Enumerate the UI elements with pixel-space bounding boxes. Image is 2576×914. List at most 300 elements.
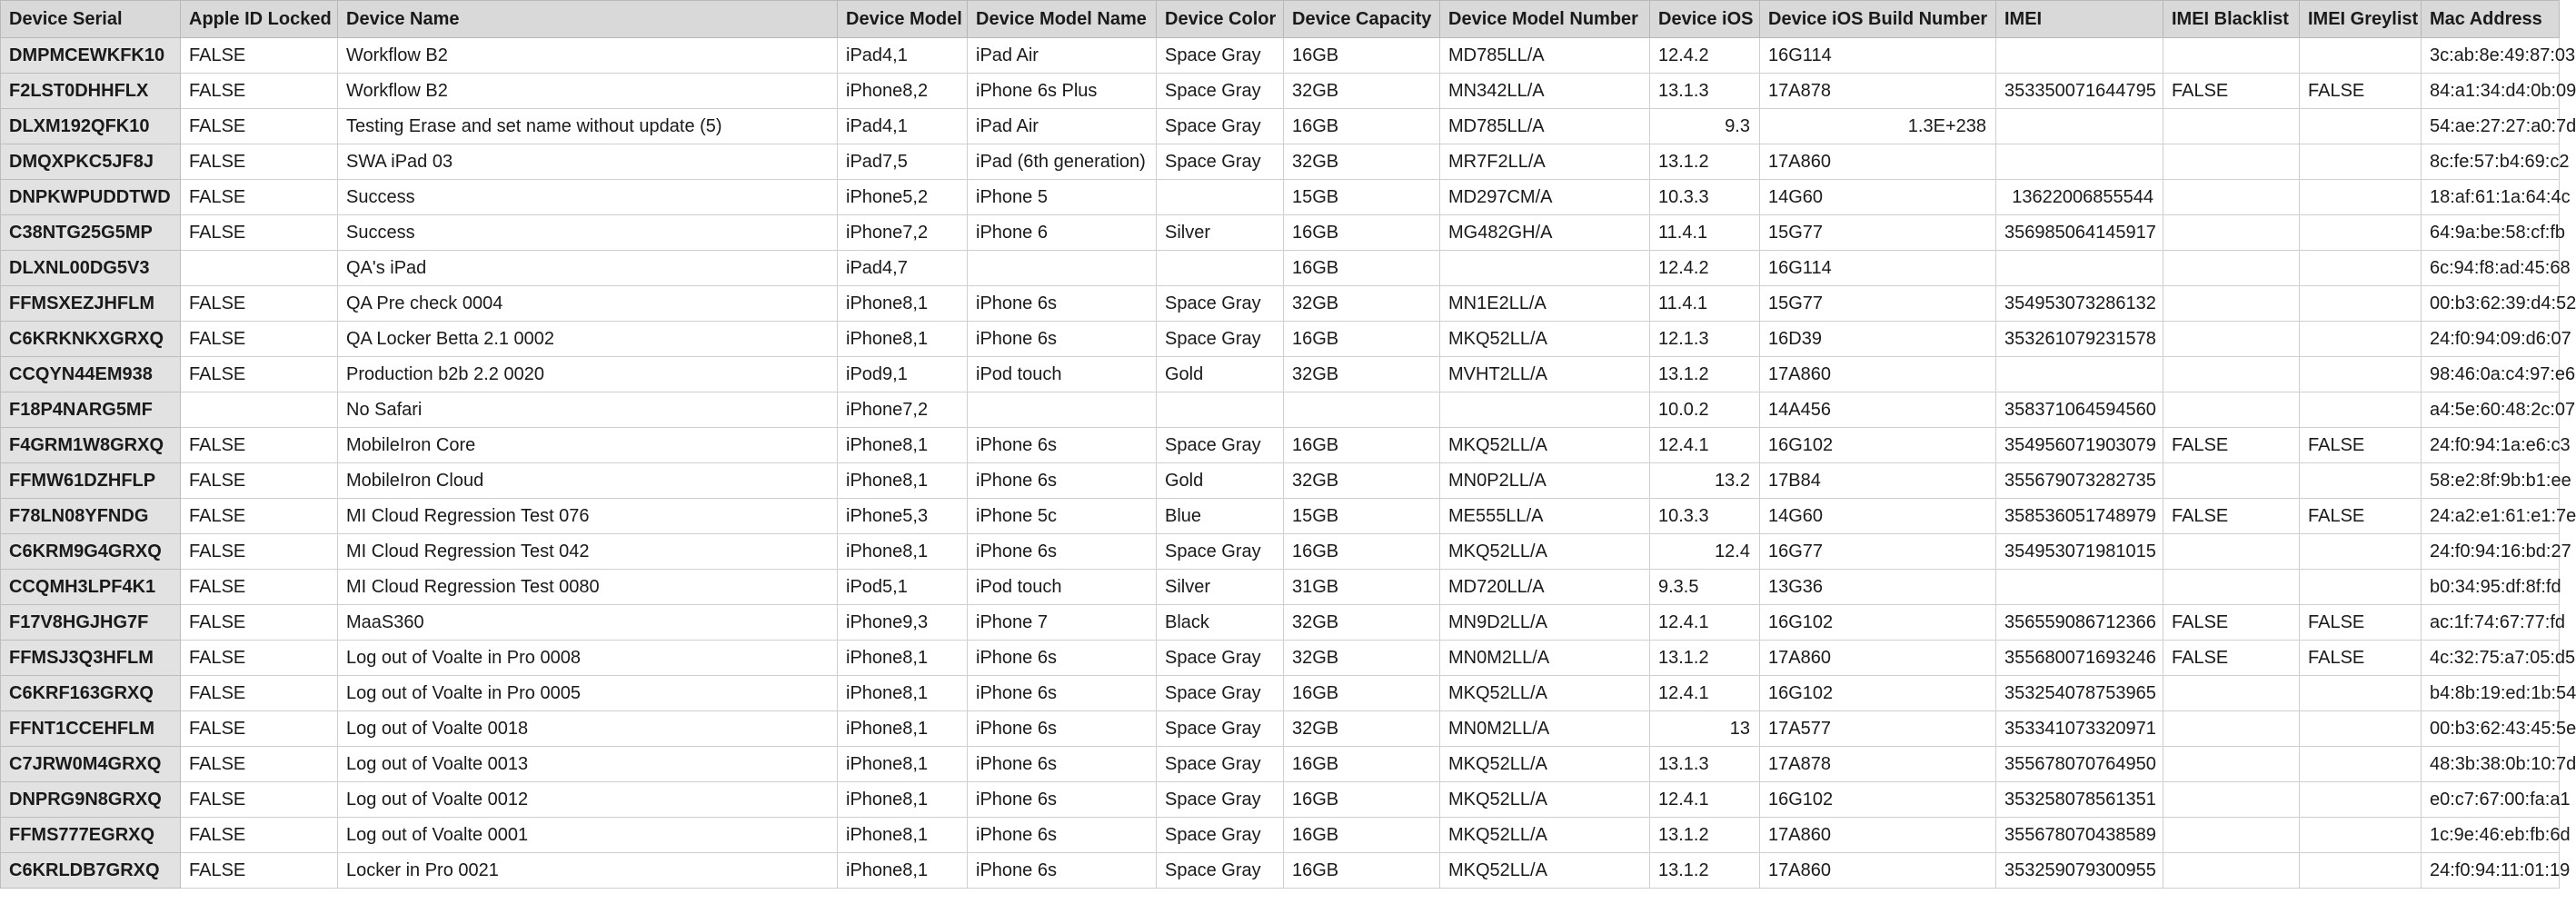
cell-device-capacity[interactable]: 16GB xyxy=(1284,747,1440,782)
device-serial-cell[interactable]: C6KRKNKXGRXQ xyxy=(1,322,181,357)
device-serial-cell[interactable]: C38NTG25G5MP xyxy=(1,215,181,251)
cell-apple-id-locked[interactable]: FALSE xyxy=(181,853,338,889)
cell-device-name[interactable]: Log out of Voalte 0001 xyxy=(338,818,838,853)
cell-imei-blacklist[interactable] xyxy=(2163,676,2300,711)
cell-device-name[interactable]: Log out of Voalte in Pro 0005 xyxy=(338,676,838,711)
cell-device-model-number[interactable]: MD785LL/A xyxy=(1440,38,1650,74)
cell-device-model-name[interactable] xyxy=(968,251,1157,286)
cell-device-model-name[interactable]: iPhone 6 xyxy=(968,215,1157,251)
table-row[interactable] xyxy=(1,818,2560,853)
cell-imei[interactable]: 13622006855544 xyxy=(1996,180,2163,215)
cell-apple-id-locked[interactable]: FALSE xyxy=(181,605,338,641)
cell-device-color[interactable]: Space Gray xyxy=(1157,109,1284,144)
cell-apple-id-locked[interactable]: FALSE xyxy=(181,782,338,818)
cell-device-ios[interactable]: 13.1.2 xyxy=(1650,357,1760,392)
device-serial-cell[interactable]: FFNT1CCEHFLM xyxy=(1,711,181,747)
cell-device-name[interactable]: MI Cloud Regression Test 0080 xyxy=(338,570,838,605)
cell-device-ios[interactable]: 12.4.1 xyxy=(1650,782,1760,818)
cell-device-color[interactable]: Silver xyxy=(1157,215,1284,251)
cell-device-model[interactable]: iPhone8,1 xyxy=(838,286,968,322)
cell-device-model-name[interactable]: iPhone 6s xyxy=(968,463,1157,499)
cell-imei-greylist[interactable] xyxy=(2300,711,2422,747)
cell-device-model-name[interactable]: iPhone 6s xyxy=(968,747,1157,782)
cell-device-model[interactable]: iPhone8,1 xyxy=(838,711,968,747)
cell-device-ios-build-number[interactable]: 16G102 xyxy=(1760,605,1996,641)
cell-device-model-number[interactable]: MKQ52LL/A xyxy=(1440,322,1650,357)
cell-apple-id-locked[interactable]: FALSE xyxy=(181,428,338,463)
cell-device-ios[interactable]: 10.3.3 xyxy=(1650,499,1760,534)
cell-imei-greylist[interactable] xyxy=(2300,357,2422,392)
column-header-device-ios-build-number[interactable]: Device iOS Build Number xyxy=(1760,1,1996,38)
device-serial-cell[interactable]: FFMSXEZJHFLM xyxy=(1,286,181,322)
cell-imei-blacklist[interactable] xyxy=(2163,109,2300,144)
cell-device-model[interactable]: iPhone8,1 xyxy=(838,782,968,818)
cell-device-model-name[interactable]: iPhone 7 xyxy=(968,605,1157,641)
cell-mac-address[interactable]: 24:a2:e1:61:e1:7e xyxy=(2422,499,2560,534)
cell-imei-greylist[interactable]: FALSE xyxy=(2300,641,2422,676)
cell-device-color[interactable]: Space Gray xyxy=(1157,853,1284,889)
cell-imei-blacklist[interactable]: FALSE xyxy=(2163,428,2300,463)
cell-device-model-name[interactable]: iPhone 6s xyxy=(968,711,1157,747)
cell-imei-blacklist[interactable] xyxy=(2163,286,2300,322)
cell-imei-blacklist[interactable]: FALSE xyxy=(2163,605,2300,641)
cell-apple-id-locked[interactable]: FALSE xyxy=(181,711,338,747)
cell-device-ios-build-number[interactable]: 16G102 xyxy=(1760,782,1996,818)
cell-device-color[interactable] xyxy=(1157,180,1284,215)
cell-device-model-number[interactable]: MKQ52LL/A xyxy=(1440,534,1650,570)
cell-device-name[interactable]: Log out of Voalte in Pro 0008 xyxy=(338,641,838,676)
cell-device-model-number[interactable] xyxy=(1440,251,1650,286)
cell-apple-id-locked[interactable]: FALSE xyxy=(181,38,338,74)
cell-mac-address[interactable]: e0:c7:67:00:fa:a1 xyxy=(2422,782,2560,818)
cell-device-name[interactable]: QA Pre check 0004 xyxy=(338,286,838,322)
cell-imei[interactable]: 353258078561351 xyxy=(1996,782,2163,818)
cell-device-color[interactable]: Space Gray xyxy=(1157,641,1284,676)
cell-device-color[interactable]: Space Gray xyxy=(1157,322,1284,357)
cell-device-ios-build-number[interactable]: 13G36 xyxy=(1760,570,1996,605)
table-row[interactable] xyxy=(1,215,2560,251)
cell-imei[interactable]: 353259079300955 xyxy=(1996,853,2163,889)
cell-device-ios[interactable]: 13.1.2 xyxy=(1650,641,1760,676)
cell-device-model-number[interactable]: MN342LL/A xyxy=(1440,74,1650,109)
cell-device-model-name[interactable]: iPhone 6s xyxy=(968,534,1157,570)
cell-mac-address[interactable]: 58:e2:8f:9b:b1:ee xyxy=(2422,463,2560,499)
column-header-imei-greylist[interactable]: IMEI Greylist xyxy=(2300,1,2422,38)
cell-mac-address[interactable]: 18:af:61:1a:64:4c xyxy=(2422,180,2560,215)
cell-device-capacity[interactable]: 32GB xyxy=(1284,711,1440,747)
cell-imei-greylist[interactable]: FALSE xyxy=(2300,605,2422,641)
cell-apple-id-locked[interactable]: FALSE xyxy=(181,109,338,144)
cell-device-color[interactable]: Space Gray xyxy=(1157,747,1284,782)
cell-device-ios[interactable]: 12.4.1 xyxy=(1650,428,1760,463)
cell-device-name[interactable]: MI Cloud Regression Test 042 xyxy=(338,534,838,570)
cell-device-model-name[interactable]: iPhone 6s xyxy=(968,322,1157,357)
cell-apple-id-locked[interactable]: FALSE xyxy=(181,747,338,782)
cell-device-model-number[interactable]: MVHT2LL/A xyxy=(1440,357,1650,392)
device-serial-cell[interactable]: C6KRF163GRXQ xyxy=(1,676,181,711)
cell-device-capacity[interactable]: 16GB xyxy=(1284,818,1440,853)
device-serial-cell[interactable]: DLXNL00DG5V3 xyxy=(1,251,181,286)
table-row[interactable] xyxy=(1,711,2560,747)
column-header-device-model[interactable]: Device Model xyxy=(838,1,968,38)
cell-mac-address[interactable]: 84:a1:34:d4:0b:09 xyxy=(2422,74,2560,109)
cell-mac-address[interactable]: 6c:94:f8:ad:45:68 xyxy=(2422,251,2560,286)
cell-imei[interactable]: 354953071981015 xyxy=(1996,534,2163,570)
cell-apple-id-locked[interactable]: FALSE xyxy=(181,676,338,711)
cell-device-model[interactable]: iPhone7,2 xyxy=(838,215,968,251)
cell-device-color[interactable]: Space Gray xyxy=(1157,74,1284,109)
cell-device-model-name[interactable]: iPhone 6s xyxy=(968,428,1157,463)
column-header-device-color[interactable]: Device Color xyxy=(1157,1,1284,38)
cell-apple-id-locked[interactable]: FALSE xyxy=(181,180,338,215)
cell-device-model-name[interactable]: iPhone 5 xyxy=(968,180,1157,215)
cell-imei-blacklist[interactable] xyxy=(2163,215,2300,251)
table-row[interactable] xyxy=(1,357,2560,392)
cell-imei-blacklist[interactable] xyxy=(2163,392,2300,428)
cell-device-ios[interactable]: 12.4 xyxy=(1650,534,1760,570)
cell-device-ios[interactable]: 9.3 xyxy=(1650,109,1760,144)
cell-device-model-number[interactable]: ME555LL/A xyxy=(1440,499,1650,534)
device-serial-cell[interactable]: CCQYN44EM938 xyxy=(1,357,181,392)
cell-device-name[interactable]: MobileIron Core xyxy=(338,428,838,463)
cell-device-capacity[interactable]: 16GB xyxy=(1284,676,1440,711)
cell-device-ios-build-number[interactable]: 16G114 xyxy=(1760,38,1996,74)
cell-device-model-number[interactable] xyxy=(1440,392,1650,428)
cell-device-ios-build-number[interactable]: 16G77 xyxy=(1760,534,1996,570)
column-header-device-model-number[interactable]: Device Model Number xyxy=(1440,1,1650,38)
cell-device-ios-build-number[interactable]: 17B84 xyxy=(1760,463,1996,499)
cell-device-color[interactable]: Space Gray xyxy=(1157,286,1284,322)
cell-device-name[interactable]: Testing Erase and set name without update (5) xyxy=(338,109,838,144)
cell-device-model-number[interactable]: MG482GH/A xyxy=(1440,215,1650,251)
cell-device-name[interactable]: QA Locker Betta 2.1 0002 xyxy=(338,322,838,357)
cell-device-model-name[interactable]: iPhone 6s xyxy=(968,641,1157,676)
cell-device-color[interactable]: Black xyxy=(1157,605,1284,641)
cell-device-ios[interactable]: 10.0.2 xyxy=(1650,392,1760,428)
cell-imei[interactable]: 353261079231578 xyxy=(1996,322,2163,357)
cell-device-model-number[interactable]: MN0M2LL/A xyxy=(1440,641,1650,676)
cell-device-model-number[interactable]: MN0P2LL/A xyxy=(1440,463,1650,499)
cell-device-ios[interactable]: 10.3.3 xyxy=(1650,180,1760,215)
column-header-device-serial[interactable]: Device Serial xyxy=(1,1,181,38)
cell-device-ios-build-number[interactable]: 15G77 xyxy=(1760,215,1996,251)
cell-device-color[interactable]: Blue xyxy=(1157,499,1284,534)
device-serial-cell[interactable]: DNPRG9N8GRXQ xyxy=(1,782,181,818)
device-serial-cell[interactable]: F2LST0DHHFLX xyxy=(1,74,181,109)
cell-apple-id-locked[interactable]: FALSE xyxy=(181,322,338,357)
cell-imei-greylist[interactable] xyxy=(2300,534,2422,570)
cell-device-model-name[interactable]: iPad Air xyxy=(968,109,1157,144)
cell-device-model[interactable]: iPhone5,3 xyxy=(838,499,968,534)
cell-device-ios[interactable]: 11.4.1 xyxy=(1650,286,1760,322)
cell-imei[interactable]: 355678070764950 xyxy=(1996,747,2163,782)
cell-device-color[interactable]: Space Gray xyxy=(1157,144,1284,180)
cell-mac-address[interactable]: a4:5e:60:48:2c:07 xyxy=(2422,392,2560,428)
cell-imei-blacklist[interactable] xyxy=(2163,144,2300,180)
cell-device-name[interactable]: MaaS360 xyxy=(338,605,838,641)
cell-device-model-number[interactable]: MKQ52LL/A xyxy=(1440,853,1650,889)
table-row[interactable] xyxy=(1,144,2560,180)
cell-device-color[interactable]: Space Gray xyxy=(1157,676,1284,711)
cell-device-capacity[interactable]: 16GB xyxy=(1284,38,1440,74)
cell-device-model[interactable]: iPhone9,3 xyxy=(838,605,968,641)
cell-device-capacity[interactable]: 15GB xyxy=(1284,499,1440,534)
cell-device-capacity[interactable]: 32GB xyxy=(1284,463,1440,499)
cell-imei-blacklist[interactable]: FALSE xyxy=(2163,74,2300,109)
cell-device-model[interactable]: iPhone8,1 xyxy=(838,463,968,499)
cell-imei-greylist[interactable] xyxy=(2300,38,2422,74)
cell-device-ios[interactable]: 13.1.2 xyxy=(1650,853,1760,889)
cell-device-capacity[interactable]: 16GB xyxy=(1284,853,1440,889)
cell-imei-greylist[interactable] xyxy=(2300,180,2422,215)
cell-device-model[interactable]: iPhone8,1 xyxy=(838,641,968,676)
cell-apple-id-locked[interactable]: FALSE xyxy=(181,215,338,251)
cell-imei-blacklist[interactable] xyxy=(2163,534,2300,570)
cell-imei-greylist[interactable] xyxy=(2300,818,2422,853)
cell-imei[interactable]: 354953073286132 xyxy=(1996,286,2163,322)
cell-device-model-name[interactable]: iPod touch xyxy=(968,357,1157,392)
cell-device-name[interactable]: Log out of Voalte 0013 xyxy=(338,747,838,782)
cell-device-model-name[interactable]: iPad (6th generation) xyxy=(968,144,1157,180)
cell-device-model[interactable]: iPhone8,1 xyxy=(838,534,968,570)
cell-device-model[interactable]: iPad7,5 xyxy=(838,144,968,180)
cell-device-capacity[interactable]: 32GB xyxy=(1284,144,1440,180)
cell-device-capacity[interactable]: 32GB xyxy=(1284,641,1440,676)
device-serial-cell[interactable]: DMQXPKC5JF8J xyxy=(1,144,181,180)
cell-device-model[interactable]: iPod5,1 xyxy=(838,570,968,605)
cell-device-name[interactable]: Locker in Pro 0021 xyxy=(338,853,838,889)
cell-imei[interactable]: 354956071903079 xyxy=(1996,428,2163,463)
cell-device-ios[interactable]: 13.1.2 xyxy=(1650,818,1760,853)
table-row[interactable] xyxy=(1,463,2560,499)
cell-apple-id-locked[interactable] xyxy=(181,392,338,428)
cell-device-model-number[interactable]: MD297CM/A xyxy=(1440,180,1650,215)
cell-device-color[interactable]: Space Gray xyxy=(1157,711,1284,747)
table-row[interactable] xyxy=(1,38,2560,74)
cell-device-model-name[interactable]: iPhone 6s xyxy=(968,676,1157,711)
cell-device-capacity[interactable]: 32GB xyxy=(1284,74,1440,109)
cell-device-ios-build-number[interactable]: 16G102 xyxy=(1760,428,1996,463)
cell-device-ios-build-number[interactable]: 17A860 xyxy=(1760,144,1996,180)
cell-device-capacity[interactable]: 16GB xyxy=(1284,428,1440,463)
device-serial-cell[interactable]: C7JRW0M4GRXQ xyxy=(1,747,181,782)
cell-device-ios-build-number[interactable]: 16D39 xyxy=(1760,322,1996,357)
cell-device-model-name[interactable]: iPhone 6s xyxy=(968,853,1157,889)
table-row[interactable] xyxy=(1,428,2560,463)
cell-device-model-name[interactable]: iPhone 6s xyxy=(968,818,1157,853)
cell-imei-blacklist[interactable] xyxy=(2163,180,2300,215)
cell-apple-id-locked[interactable]: FALSE xyxy=(181,534,338,570)
cell-mac-address[interactable]: b4:8b:19:ed:1b:54 xyxy=(2422,676,2560,711)
cell-device-color[interactable]: Silver xyxy=(1157,570,1284,605)
cell-device-ios-build-number[interactable]: 17A577 xyxy=(1760,711,1996,747)
cell-device-model[interactable]: iPad4,7 xyxy=(838,251,968,286)
cell-device-capacity[interactable]: 16GB xyxy=(1284,109,1440,144)
cell-device-name[interactable]: Log out of Voalte 0018 xyxy=(338,711,838,747)
cell-apple-id-locked[interactable]: FALSE xyxy=(181,499,338,534)
cell-imei[interactable]: 353341073320971 xyxy=(1996,711,2163,747)
cell-device-model[interactable]: iPhone5,2 xyxy=(838,180,968,215)
cell-apple-id-locked[interactable]: FALSE xyxy=(181,144,338,180)
cell-device-model-number[interactable]: MKQ52LL/A xyxy=(1440,747,1650,782)
cell-imei-blacklist[interactable] xyxy=(2163,747,2300,782)
cell-device-model-number[interactable]: MKQ52LL/A xyxy=(1440,428,1650,463)
cell-device-ios[interactable]: 13.1.3 xyxy=(1650,747,1760,782)
cell-imei-blacklist[interactable] xyxy=(2163,463,2300,499)
cell-device-ios[interactable]: 12.4.1 xyxy=(1650,676,1760,711)
cell-apple-id-locked[interactable]: FALSE xyxy=(181,641,338,676)
cell-device-model[interactable]: iPhone8,1 xyxy=(838,853,968,889)
cell-imei-greylist[interactable] xyxy=(2300,853,2422,889)
cell-imei-blacklist[interactable] xyxy=(2163,251,2300,286)
cell-device-ios-build-number[interactable]: 16G114 xyxy=(1760,251,1996,286)
cell-device-capacity[interactable]: 16GB xyxy=(1284,534,1440,570)
cell-mac-address[interactable]: 48:3b:38:0b:10:7d xyxy=(2422,747,2560,782)
table-row[interactable] xyxy=(1,251,2560,286)
cell-device-capacity[interactable] xyxy=(1284,392,1440,428)
cell-device-model-number[interactable]: MKQ52LL/A xyxy=(1440,782,1650,818)
cell-mac-address[interactable]: 00:b3:62:39:d4:52 xyxy=(2422,286,2560,322)
cell-device-model-number[interactable]: MR7F2LL/A xyxy=(1440,144,1650,180)
cell-device-model-name[interactable] xyxy=(968,392,1157,428)
cell-apple-id-locked[interactable]: FALSE xyxy=(181,818,338,853)
cell-imei-greylist[interactable] xyxy=(2300,392,2422,428)
column-header-device-model-name[interactable]: Device Model Name xyxy=(968,1,1157,38)
cell-device-color[interactable]: Space Gray xyxy=(1157,38,1284,74)
cell-imei-blacklist[interactable] xyxy=(2163,38,2300,74)
cell-imei-greylist[interactable] xyxy=(2300,251,2422,286)
cell-device-model-name[interactable]: iPhone 5c xyxy=(968,499,1157,534)
cell-imei-greylist[interactable] xyxy=(2300,676,2422,711)
cell-imei[interactable]: 356985064145917 xyxy=(1996,215,2163,251)
cell-imei-blacklist[interactable] xyxy=(2163,853,2300,889)
table-row[interactable] xyxy=(1,570,2560,605)
cell-device-name[interactable]: Success xyxy=(338,215,838,251)
table-row[interactable] xyxy=(1,74,2560,109)
device-serial-cell[interactable]: C6KRLDB7GRXQ xyxy=(1,853,181,889)
cell-imei-greylist[interactable] xyxy=(2300,322,2422,357)
cell-device-ios[interactable]: 12.4.2 xyxy=(1650,38,1760,74)
cell-device-ios-build-number[interactable]: 14A456 xyxy=(1760,392,1996,428)
cell-device-model-number[interactable]: MN9D2LL/A xyxy=(1440,605,1650,641)
cell-device-capacity[interactable]: 16GB xyxy=(1284,215,1440,251)
cell-device-model-name[interactable]: iPhone 6s xyxy=(968,782,1157,818)
device-serial-cell[interactable]: F17V8HGJHG7F xyxy=(1,605,181,641)
table-row[interactable] xyxy=(1,676,2560,711)
cell-device-model-name[interactable]: iPod touch xyxy=(968,570,1157,605)
table-row[interactable] xyxy=(1,853,2560,889)
cell-device-model-number[interactable]: MKQ52LL/A xyxy=(1440,676,1650,711)
cell-device-ios-build-number[interactable]: 17A860 xyxy=(1760,853,1996,889)
cell-device-ios[interactable]: 12.1.3 xyxy=(1650,322,1760,357)
column-header-device-name[interactable]: Device Name xyxy=(338,1,838,38)
cell-imei-blacklist[interactable]: FALSE xyxy=(2163,641,2300,676)
cell-device-name[interactable]: Production b2b 2.2 0020 xyxy=(338,357,838,392)
cell-device-model[interactable]: iPhone7,2 xyxy=(838,392,968,428)
cell-mac-address[interactable]: ac:1f:74:67:77:fd xyxy=(2422,605,2560,641)
cell-device-model-name[interactable]: iPhone 6s Plus xyxy=(968,74,1157,109)
cell-mac-address[interactable]: 00:b3:62:43:45:5e xyxy=(2422,711,2560,747)
cell-device-ios-build-number[interactable]: 1.3E+238 xyxy=(1760,109,1996,144)
cell-imei-blacklist[interactable] xyxy=(2163,322,2300,357)
cell-device-ios-build-number[interactable]: 15G77 xyxy=(1760,286,1996,322)
device-serial-cell[interactable]: DNPKWPUDDTWD xyxy=(1,180,181,215)
cell-device-capacity[interactable]: 31GB xyxy=(1284,570,1440,605)
cell-device-model[interactable]: iPad4,1 xyxy=(838,38,968,74)
cell-device-ios[interactable]: 13.2 xyxy=(1650,463,1760,499)
cell-device-model-name[interactable]: iPad Air xyxy=(968,38,1157,74)
cell-device-color[interactable]: Space Gray xyxy=(1157,428,1284,463)
cell-device-name[interactable]: Success xyxy=(338,180,838,215)
cell-mac-address[interactable]: 8c:fe:57:b4:69:c2 xyxy=(2422,144,2560,180)
cell-imei-greylist[interactable]: FALSE xyxy=(2300,499,2422,534)
cell-imei[interactable]: 356559086712366 xyxy=(1996,605,2163,641)
table-row[interactable] xyxy=(1,782,2560,818)
cell-device-color[interactable]: Space Gray xyxy=(1157,782,1284,818)
cell-imei[interactable]: 353254078753965 xyxy=(1996,676,2163,711)
cell-imei-blacklist[interactable] xyxy=(2163,711,2300,747)
device-serial-cell[interactable]: FFMS777EGRXQ xyxy=(1,818,181,853)
cell-device-ios[interactable]: 12.4.1 xyxy=(1650,605,1760,641)
column-header-imei-blacklist[interactable]: IMEI Blacklist xyxy=(2163,1,2300,38)
column-header-device-ios[interactable]: Device iOS xyxy=(1650,1,1760,38)
cell-imei[interactable]: 353350071644795 xyxy=(1996,74,2163,109)
cell-imei[interactable]: 358371064594560 xyxy=(1996,392,2163,428)
cell-apple-id-locked[interactable]: FALSE xyxy=(181,357,338,392)
cell-device-ios-build-number[interactable]: 17A878 xyxy=(1760,74,1996,109)
table-row[interactable] xyxy=(1,747,2560,782)
table-row[interactable] xyxy=(1,534,2560,570)
column-header-device-capacity[interactable]: Device Capacity xyxy=(1284,1,1440,38)
device-serial-cell[interactable]: FFMSJ3Q3HFLM xyxy=(1,641,181,676)
cell-device-name[interactable]: Log out of Voalte 0012 xyxy=(338,782,838,818)
cell-device-color[interactable] xyxy=(1157,392,1284,428)
cell-mac-address[interactable]: b0:34:95:df:8f:fd xyxy=(2422,570,2560,605)
table-row[interactable] xyxy=(1,392,2560,428)
cell-apple-id-locked[interactable]: FALSE xyxy=(181,463,338,499)
cell-imei[interactable] xyxy=(1996,570,2163,605)
cell-apple-id-locked[interactable] xyxy=(181,251,338,286)
cell-device-model[interactable]: iPod9,1 xyxy=(838,357,968,392)
cell-imei-greylist[interactable]: FALSE xyxy=(2300,428,2422,463)
cell-device-ios-build-number[interactable]: 17A860 xyxy=(1760,357,1996,392)
cell-imei[interactable]: 355678070438589 xyxy=(1996,818,2163,853)
device-serial-cell[interactable]: DMPMCEWKFK10 xyxy=(1,38,181,74)
cell-device-color[interactable]: Space Gray xyxy=(1157,534,1284,570)
cell-device-capacity[interactable]: 32GB xyxy=(1284,357,1440,392)
cell-device-model-number[interactable]: MN0M2LL/A xyxy=(1440,711,1650,747)
cell-imei[interactable] xyxy=(1996,357,2163,392)
cell-device-color[interactable]: Gold xyxy=(1157,463,1284,499)
cell-imei[interactable]: 355679073282735 xyxy=(1996,463,2163,499)
cell-device-model[interactable]: iPhone8,1 xyxy=(838,747,968,782)
cell-imei-greylist[interactable] xyxy=(2300,144,2422,180)
cell-device-model-number[interactable]: MD785LL/A xyxy=(1440,109,1650,144)
cell-device-ios-build-number[interactable]: 14G60 xyxy=(1760,499,1996,534)
cell-imei-greylist[interactable] xyxy=(2300,782,2422,818)
cell-device-model[interactable]: iPhone8,1 xyxy=(838,322,968,357)
cell-imei-blacklist[interactable]: FALSE xyxy=(2163,499,2300,534)
cell-imei-greylist[interactable] xyxy=(2300,109,2422,144)
cell-apple-id-locked[interactable]: FALSE xyxy=(181,570,338,605)
cell-device-color[interactable]: Gold xyxy=(1157,357,1284,392)
cell-imei[interactable]: 358536051748979 xyxy=(1996,499,2163,534)
cell-device-name[interactable]: MobileIron Cloud xyxy=(338,463,838,499)
table-row[interactable] xyxy=(1,641,2560,676)
device-serial-cell[interactable]: F4GRM1W8GRXQ xyxy=(1,428,181,463)
cell-device-model-number[interactable]: MKQ52LL/A xyxy=(1440,818,1650,853)
cell-device-ios-build-number[interactable]: 17A860 xyxy=(1760,818,1996,853)
